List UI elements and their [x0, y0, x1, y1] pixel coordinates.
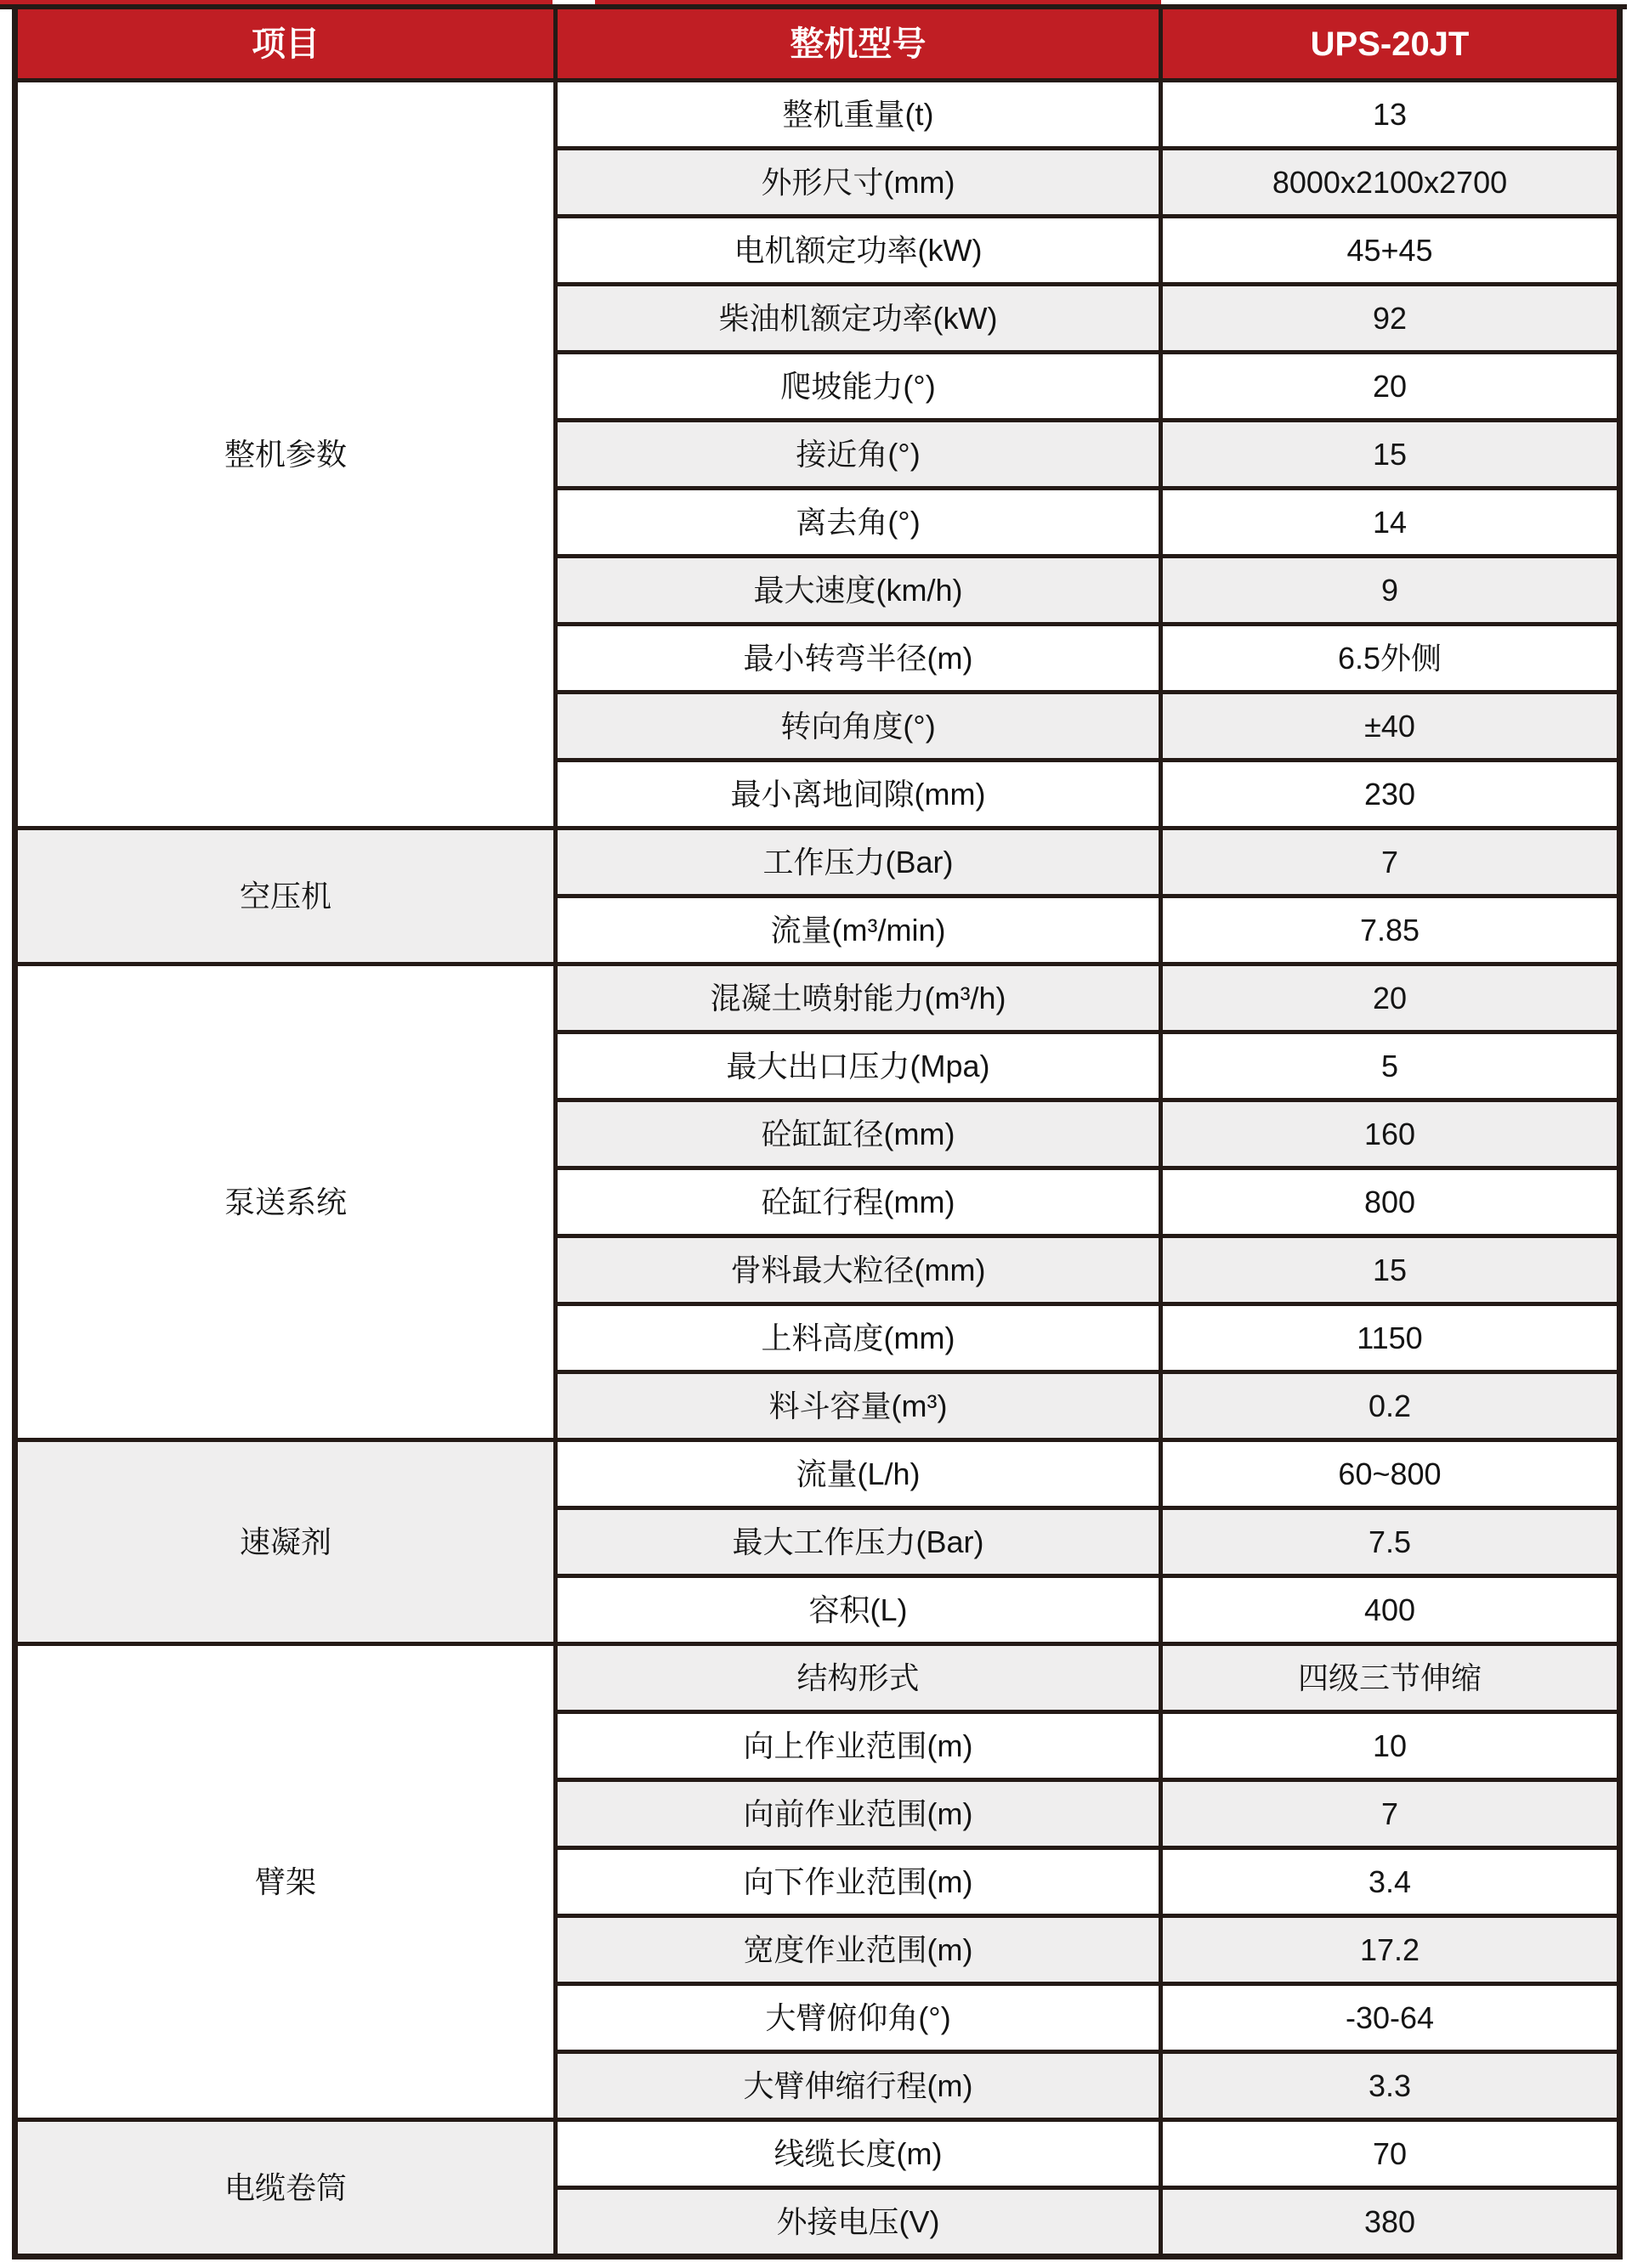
spec-label-cell: 爬坡能力(°)	[558, 354, 1159, 418]
spec-label-cell: 工作压力(Bar)	[558, 830, 1159, 894]
spec-value-cell: 800	[1163, 1170, 1617, 1234]
group-cell: 速凝剂	[18, 1442, 553, 1642]
spec-label-cell: 外接电压(V)	[558, 2190, 1159, 2254]
spec-label-cell: 骨料最大粒径(mm)	[558, 1238, 1159, 1302]
spec-label-cell: 向上作业范围(m)	[558, 1714, 1159, 1778]
spec-label-cell: 砼缸缸径(mm)	[558, 1102, 1159, 1166]
spec-value-cell: 7.5	[1163, 1510, 1617, 1574]
spec-label-cell: 向下作业范围(m)	[558, 1850, 1159, 1914]
spec-label-cell: 接近角(°)	[558, 422, 1159, 486]
spec-label-cell: 线缆长度(m)	[558, 2122, 1159, 2186]
spec-value-cell: 15	[1163, 422, 1617, 486]
spec-value-cell: 45+45	[1163, 218, 1617, 282]
spec-value-cell: 92	[1163, 286, 1617, 350]
spec-label-cell: 最大工作压力(Bar)	[558, 1510, 1159, 1574]
spec-value-cell: 9	[1163, 558, 1617, 622]
group-cell: 电缆卷筒	[18, 2122, 553, 2254]
spec-label-cell: 容积(L)	[558, 1578, 1159, 1642]
header-cell-value: UPS-20JT	[1163, 9, 1617, 78]
spec-label-cell: 砼缸行程(mm)	[558, 1170, 1159, 1234]
spec-value-cell: 17.2	[1163, 1918, 1617, 1982]
spec-value-cell: ±40	[1163, 694, 1617, 758]
spec-value-cell: 60~800	[1163, 1442, 1617, 1506]
spec-value-cell: 7.85	[1163, 898, 1617, 962]
spec-label-cell: 上料高度(mm)	[558, 1306, 1159, 1370]
header-cell-model: 整机型号	[558, 9, 1159, 78]
spec-value-cell: 8000x2100x2700	[1163, 150, 1617, 214]
group-cell: 空压机	[18, 830, 553, 962]
header-cell-item: 项目	[18, 9, 553, 78]
spec-label-cell: 大臂俯仰角(°)	[558, 1986, 1159, 2050]
spec-label-cell: 宽度作业范围(m)	[558, 1918, 1159, 1982]
group-cell: 整机参数	[18, 82, 553, 826]
spec-value-cell: 7	[1163, 830, 1617, 894]
spec-value-cell: 13	[1163, 82, 1617, 146]
spec-value-cell: 160	[1163, 1102, 1617, 1166]
spec-value-cell: 70	[1163, 2122, 1617, 2186]
spec-label-cell: 最大速度(km/h)	[558, 558, 1159, 622]
spec-value-cell: 6.5外侧	[1163, 626, 1617, 690]
spec-label-cell: 离去角(°)	[558, 490, 1159, 554]
spec-value-cell: 230	[1163, 762, 1617, 826]
spec-value-cell: 7	[1163, 1782, 1617, 1846]
group-cell: 臂架	[18, 1646, 553, 2118]
spec-label-cell: 转向角度(°)	[558, 694, 1159, 758]
spec-value-cell: 10	[1163, 1714, 1617, 1778]
spec-label-cell: 电机额定功率(kW)	[558, 218, 1159, 282]
spec-label-cell: 流量(L/h)	[558, 1442, 1159, 1506]
spec-label-cell: 料斗容量(m³)	[558, 1374, 1159, 1438]
spec-value-cell: -30-64	[1163, 1986, 1617, 2050]
spec-value-cell: 20	[1163, 966, 1617, 1030]
spec-value-cell: 3.4	[1163, 1850, 1617, 1914]
spec-value-cell: 380	[1163, 2190, 1617, 2254]
spec-label-cell: 最大出口压力(Mpa)	[558, 1034, 1159, 1098]
spec-value-cell: 14	[1163, 490, 1617, 554]
spec-value-cell: 1150	[1163, 1306, 1617, 1370]
spec-label-cell: 结构形式	[558, 1646, 1159, 1710]
spec-label-cell: 大臂伸缩行程(m)	[558, 2054, 1159, 2118]
spec-label-cell: 流量(m³/min)	[558, 898, 1159, 962]
spec-label-cell: 柴油机额定功率(kW)	[558, 286, 1159, 350]
spec-value-cell: 四级三节伸缩	[1163, 1646, 1617, 1710]
spec-value-cell: 0.2	[1163, 1374, 1617, 1438]
spec-label-cell: 最小离地间隙(mm)	[558, 762, 1159, 826]
spec-label-cell: 混凝土喷射能力(m³/h)	[558, 966, 1159, 1030]
group-cell: 泵送系统	[18, 966, 553, 1438]
spec-value-cell: 5	[1163, 1034, 1617, 1098]
spec-value-cell: 15	[1163, 1238, 1617, 1302]
spec-label-cell: 整机重量(t)	[558, 82, 1159, 146]
spec-table	[12, 9, 1623, 2260]
spec-label-cell: 最小转弯半径(m)	[558, 626, 1159, 690]
spec-value-cell: 400	[1163, 1578, 1617, 1642]
spec-value-cell: 20	[1163, 354, 1617, 418]
spec-label-cell: 外形尺寸(mm)	[558, 150, 1159, 214]
spec-label-cell: 向前作业范围(m)	[558, 1782, 1159, 1846]
spec-value-cell: 3.3	[1163, 2054, 1617, 2118]
